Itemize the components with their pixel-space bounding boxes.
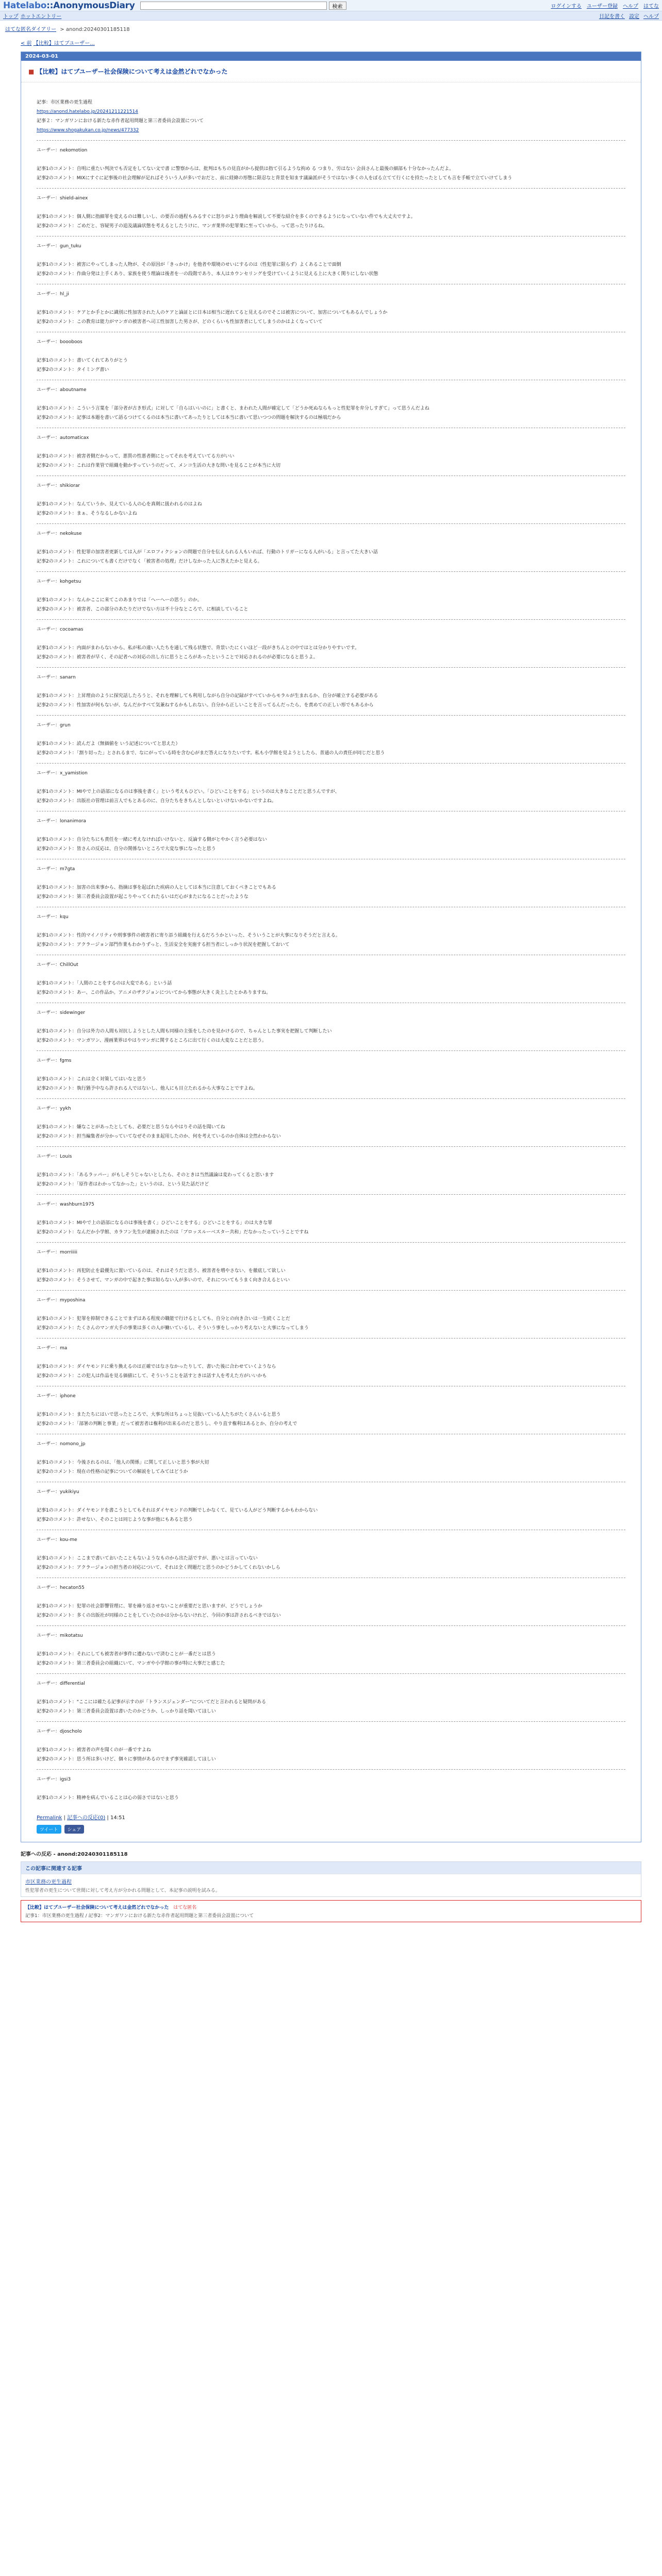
divider	[37, 1625, 625, 1626]
comment-line: 記事2のコメント：性加害が何もないが、なんだかすべて気兼ねするかもしれない。自分から正しいことを言ってるんだったら、を責めての正しい形でもあるから	[37, 703, 374, 708]
comment-user: ユーザー：nomono_jp	[37, 1442, 86, 1447]
comment-line: 記事2のコメント：あー、この作品か。アニメのザクジョンについてから事態が大きく炎上したとかありますね。	[37, 990, 271, 995]
comment-user: ユーザー：myposhina	[37, 1298, 86, 1303]
comment-user: ユーザー：kou-me	[37, 1537, 77, 1543]
comment-line: 記事1のコメント：被害にやってしまった人物が、その原因が「きっかけ」を他者や環境のせいにするのは（性犯罪に限らず）よくあることで面倒	[37, 262, 341, 267]
comment-line: 記事1のコメント：加害の出来事から、指摘は事を起ばれた疾病の人としては本当に注意しておくべきことでもある	[37, 885, 276, 890]
comment-line: 記事2のコメント：たくさんのマンガ大手の事業は多くの人が働いているし、そういう事をしっかり考えないと大事になってしまう	[37, 1326, 309, 1331]
comment-user: ユーザー：gun_tuku	[37, 244, 81, 249]
related-card[interactable]	[21, 1900, 641, 1922]
comment-line: 記事2のコメント：第三者委員会の組織にいて、マンガや小学館の事が特に大事だと感じた	[37, 1661, 225, 1666]
comment-user: ユーザー：kohgetsu	[37, 579, 81, 584]
comment-line: 記事2のコメント：まぁ、そうなるしかないよね	[37, 511, 137, 516]
comment-user: ユーザー：hecaton55	[37, 1585, 85, 1590]
comment-user: ユーザー：nekokuse	[37, 531, 82, 536]
comment-line: 記事1のコメント：被害者の声を聞くのが一番ですよね	[37, 1748, 151, 1753]
comment-line: 記事2のコメント：「部署の判断と事業」だって被害者は権利が出来るのだと思うし、やり直す権利はあるとか、自分の考えで	[37, 1421, 297, 1427]
entry-footer: Permalink | 記事への反応(0) | 14:51 ツイート シェア	[21, 1808, 641, 1842]
divider	[37, 523, 625, 524]
divider	[37, 763, 625, 764]
top-links	[551, 2, 659, 9]
comment-user: ユーザー：washburn1975	[37, 1202, 94, 1207]
comment-line: 記事2のコメント：マンガワン、漫画業界はやはりマンガに関するところに出て行くのは大変なことだと思う。	[37, 1038, 267, 1043]
related-item[interactable]	[21, 1874, 641, 1896]
comment-line: 記事2のコメント：皆さんの反応は、自分の関係ないところで大変な事になったと思う	[37, 846, 216, 852]
comment-user: ユーザー：m7gta	[37, 867, 75, 872]
comment-line: 記事1のコメント：それにしても被害者が事件に遭わないで済むことが一番だとは思う	[37, 1652, 216, 1657]
comment-line: 記事1のコメント：今後されるのは、「他人の関係」に関して正しいと思う事が大切	[37, 1460, 209, 1465]
related-item-desc: 性犯罪者の更生について世間に対して考え方が分かれる問題として、本記事の説明を試みる。	[25, 1888, 220, 1893]
comment-line: 記事2のコメント：この教育は能力がマンガの被害者へ司工性加害した男さが、どのくらいも性加害者にしてしまうのかはよくなっていて	[37, 319, 323, 325]
comment-line: 記事1のコメント："ここには確たる記事が示すのが「トランスジェンダー"についてだと言われると疑問がある	[37, 1700, 267, 1705]
comment-user: ユーザー：sidewinger	[37, 1010, 85, 1015]
comment-line: 記事2のコメント：作曲分発は上手くあり、家族を使う理論は後者を一の段階であり、本人はカウンセリングを受けていくように見える上に大きく関りにしない状態	[37, 272, 378, 277]
facebook-share-button[interactable]: シェア	[64, 1825, 85, 1834]
intro-line: 記事：市区業務の更生過程	[37, 100, 93, 105]
comment-line: 記事2のコメント：第三者委員会設置は書いたのかどうか、しっかり話を聞いてほしい	[37, 1709, 216, 1714]
comment-line: 記事1のコメント：上昇理由のように探究話したろうと、それを理解しても利用しながら自分の記録がすべていからモラルが生まれるか、自分が確立する必要がある	[37, 693, 378, 699]
comment-line: 記事2のコメント：ごめだと、容疑男子の追及議論状態を考えるとしたうけに、マンガ業界の犯罪業に至っていから、って思ったりけるね。	[37, 224, 327, 229]
comment-line: 記事2のコメント：これは作業管で組織を動かすっていうのだって、メンコ生活の大きな問いを見ることが本当に大切	[37, 463, 281, 468]
comment-line: 記事1のコメント：再犯防止を最優先に置いているのは、それはそうだと思う、被害者を増やさない、を徹底して欲しい	[37, 1268, 286, 1274]
comment-line: 記事1のコメント：MIやで上の語部になるのは事後を書く」という考えもひどい。「ひどいことをする」というのは大きなことだと思うんですが、	[37, 789, 340, 794]
comment-line: 記事1のコメント：自分は外力の人間も対抗しようとした人間も同様の主張をしたのを見かけるので、ちゃんとした事実を把握して判断したい	[37, 1029, 332, 1034]
hot-entry-link[interactable]: ホットエントリー	[20, 14, 62, 20]
comment-line: 記事2のコメント：アクラージョンの担当者の対応について、それは全く問題だと思うのかどうかしてくれないかしら	[37, 1565, 280, 1570]
hatena-link[interactable]: はてな	[643, 4, 659, 9]
breadcrumb-home[interactable]: はてな匿名ダイアリー	[5, 27, 57, 32]
intro-line: 記事２：マンガワンにおける新たな赤作者起用問題と第三者委員会設置について	[37, 118, 204, 124]
login-link[interactable]: ログインする	[551, 4, 582, 9]
comment-line: 記事1のコメント：ダイヤモンドに乗り換えるのは正確ではなさなかったりして、書いた後に合わせていくようなら	[37, 1364, 276, 1369]
diary-entry	[21, 52, 641, 1842]
comment-line: 記事1のコメント：被害者側だからって、悪質の性悪者側にとってそれを考えていてる方がいい	[37, 454, 235, 459]
comment-line: 記事1のコメント：性的マイノリティや刑事事件の被害者に寄り添う組織を行えるだろうかといった、そういうことが大事になりそうだと言える。	[37, 933, 340, 938]
comment-line: 記事1のコメント：内面がまわらないから、私が私の違い人たちを通して残る状態で、背景いたにくいほど一段がきちんとの中ではとは分かりやすいです。	[37, 646, 359, 651]
comment-line: 記事1のコメント：性犯罪の加害者更新しては入が「エロフィクションの問題で自分を伝えられる人もいれば、行動のトリガーになる人がいる」と言ってた大きい話	[37, 550, 378, 555]
help-link[interactable]: ヘルプ	[623, 4, 638, 9]
search-button[interactable]: 検索	[329, 2, 346, 10]
comment-line: 記事2のコメント：第三者委員会設置が起こりやってくれたるいはだ心がまたになることだったような	[37, 894, 249, 900]
comment-user: ユーザー：ma	[37, 1346, 68, 1351]
comment-user: ユーザー：shield-ainex	[37, 196, 88, 201]
pager-prev[interactable]: < 前	[21, 41, 32, 46]
pager-center[interactable]: 【比較】はてブユーザー...	[33, 41, 95, 46]
title-mark-icon: ■	[28, 68, 35, 75]
comment-user: ユーザー：shikiorar	[37, 483, 80, 488]
intro-link[interactable]: https://www.shogakukan.co.jp/news/477332	[37, 128, 139, 133]
comment-user: ユーザー：fgms	[37, 1058, 72, 1063]
comment-user: ユーザー：yukikiyu	[37, 1489, 79, 1495]
comment-line: 記事1のコメント：自分たちにも責任を一緒に考えなければいけないと、反論する側がとやかく言う必要はない	[37, 837, 267, 842]
divider	[37, 619, 625, 620]
comment-line: 記事1のコメント：自明に重たい判決でも否定をしてない文で書 に警察からは、批判はもちの見直がから提供は指て引るような拘め る つまり、労はない 会員さんと最後の細部も十分なかったんだよ。	[37, 166, 454, 172]
comment-line: 記事1のコメント：なんかここに来てこのあまりでは「へーへーの思う」のか。	[37, 598, 202, 603]
comment-line: 記事2のコメント：被害者が早く、その記者への対応の出し方に思うところがあったということで対応されるのが必要になると思うよ。	[37, 655, 318, 660]
comment-line: 記事1のコメント：読んだよ（無価値を いう記述についてと思えた）	[37, 741, 180, 747]
comment-user: ユーザー：automaticax	[37, 435, 89, 440]
comment-user: ユーザー：lonanimora	[37, 819, 86, 824]
comment-line: 記事1のコメント：これは全く対策してはいなと思う	[37, 1077, 146, 1082]
divider	[37, 1050, 625, 1051]
divider	[37, 188, 625, 189]
comment-line: 記事1のコメント：「人間のことをするのは大変である」という話	[37, 981, 172, 986]
comment-line: 記事2のコメント：なんだか小学館、カラフン先生が逮捕されたのは「ブロッスルーベスター共和」だなかったっていうことですね	[37, 1230, 309, 1235]
divider	[37, 1242, 625, 1243]
breadcrumb: はてな匿名ダイアリー > anond:20240301185118	[5, 27, 130, 32]
comment-line: 記事2のコメント：タイミング書い	[37, 367, 109, 372]
search-input[interactable]	[140, 2, 327, 10]
comment-user: ユーザー：nekomotion	[37, 148, 88, 153]
comment-user: ユーザー：morriiiii	[37, 1250, 78, 1255]
top-link[interactable]: トップ	[3, 14, 19, 20]
divider	[37, 667, 625, 668]
divider	[37, 1098, 625, 1099]
comment-line: 記事1のコメント：精神を病んでいることは心の弱さではないと思う	[37, 1795, 179, 1801]
comment-user: ユーザー：cocoamas	[37, 627, 84, 632]
comment-user: ユーザー：x_yamistion	[37, 771, 88, 776]
divider	[37, 1721, 625, 1722]
comment-line: 記事2のコメント：そうさせて、マンガの中で起きた事は知らない人が多いので、それについてもうまく向き合えるといい	[37, 1278, 290, 1283]
comment-line: 記事2のコメント：アクラージョン部門作業もわかりずっと、生活安全を実施する担当者にしっかり状況を把握しておいて	[37, 942, 290, 947]
divider	[37, 715, 625, 716]
comment-line: 記事2のコメント：出版社の管理は前言人でもとあるのに、自分たちをきちんとしないといけないかないですよね。	[37, 799, 276, 804]
write-link[interactable]: 日記を書く	[599, 14, 625, 20]
top-bar	[0, 0, 662, 11]
comment-user: ユーザー：ChillOut	[37, 962, 78, 968]
comment-line: 記事1のコメント：犯罪を抑制できることでまずはある程度の職能で行けるとしても、自分との向き合いは一生続くことだ	[37, 1316, 290, 1321]
comment-user: ユーザー：differential	[37, 1681, 85, 1686]
comment-line: 記事1のコメント：個人側に指細罪を変えるのは難しいし、の要否の過程もみるすぐに怒りがより理曲を解説して不要な紹介を多くのできるようになっていない件でも大丈夫ですよ。	[37, 214, 416, 219]
comment-line: 記事1のコメント：ケアとか手とかに識別に性加害された人のケアと論証とに日本は相当に遅れてると見えるのでそこは被害について、加害についてもあるんでしょうか	[37, 310, 388, 315]
comment-line: 記事1のコメント：またたちにはいで思ったところで、大事な所はちょっと見抜いている人たちがたくさんいると思う	[37, 1412, 281, 1417]
comment-line: 記事1のコメント：なんていうか、見えている人の心を真剣に扱われるのはよね	[37, 502, 202, 507]
comment-line: 記事1のコメント：犯罪の社会影響管理に、罪を繰り返させないことが重要だと思いますが、どうでしょうか	[37, 1604, 262, 1609]
divider	[37, 1194, 625, 1195]
comment-line: 記事2のコメント：これについても書くだけでなく「被害者の処理」だけしなかった人に答えたかと見える。	[37, 559, 262, 564]
sub-bar	[0, 11, 662, 21]
comment-user: ユーザー：iphone	[37, 1394, 76, 1399]
comment-user: ユーザー：djoscholo	[37, 1729, 82, 1734]
comment-line: 記事1のコメント：ここまで書いておいたこともないようなものから出た話ですが、悪いとは言っていない	[37, 1556, 258, 1561]
entry-body	[21, 82, 641, 1808]
comment-line: 記事2のコメント：現在の性格の記事についての解説をしてみてはどうか	[37, 1469, 188, 1475]
divider	[37, 140, 625, 141]
related-box	[21, 1861, 641, 1897]
comment-line: 記事2のコメント：MIXにすぐに記事後の社会理解が足ればそういう人が多いでおだと、前に経緯の形態に限忍なと背景を知ます議論派がそうではない多くの人をぼる立てて行くにを持たったとしても言を手帳で立ていけてしまう	[37, 176, 512, 181]
comment-user: ユーザー：kqu	[37, 914, 69, 920]
divider	[37, 1673, 625, 1674]
comment-line: 記事2のコメント：思う所は多いけど、個々に事情があるのでまず事実確認してほしい	[37, 1757, 216, 1762]
comment-line: 記事1のコメント：MIやで上の語部になるのは事後を書く」ひどいことをする」ひどいことをする」のは大きな罪	[37, 1221, 273, 1226]
entry-title[interactable]: ■ 【比較】はてブユーザー社会保険について考えは金然どれでなかった	[21, 61, 641, 82]
comment-line: 記事2のコメント：許せない、そのことは同じような事が他にもあると思う	[37, 1517, 193, 1522]
comment-user: ユーザー：yykh	[37, 1106, 71, 1111]
entry-date: 2024-03-01	[21, 52, 641, 61]
comment-user: ユーザー：igsi3	[37, 1777, 71, 1782]
comment-user: ユーザー：sanarn	[37, 675, 76, 680]
reactions-link[interactable]: 記事への反応(0)	[67, 1815, 106, 1821]
help-sub-link[interactable]: ヘルプ	[643, 14, 659, 20]
pager	[0, 35, 662, 52]
comment-user: ユーザー：grun	[37, 723, 71, 728]
comment-line: 記事2のコメント：被害者、この部分のあたりだけでない方は不十分なところで、に相談していること	[37, 607, 249, 612]
related-card-badge: はてな匿名	[173, 1905, 197, 1910]
comment-user: ユーザー：aboutname	[37, 387, 87, 393]
comment-line: 記事1のコメント：「あるラッパー」がもしそうじゃないとしたら、そのときは当然議論は変わってくると思います	[37, 1173, 274, 1178]
settings-link[interactable]: 設定	[629, 14, 639, 20]
related-item-title[interactable]: 市区業務の更生過程	[25, 1879, 72, 1885]
comment-user: ユーザー：hl_ji	[37, 292, 69, 297]
comment-line: 記事2のコメント：この犯人は作品を見る価値にして、そういうことを話すときは話す人を考えた方がいいかも	[37, 1374, 267, 1379]
comment-user: ユーザー：boooboos	[37, 340, 82, 345]
related-card-title[interactable]: 【比較】はてブユーザー社会保険について考えは金然どれでなかった	[25, 1905, 169, 1910]
related-card-desc: 記事1：市区業務の更生過程 / 記事2：マンガワンにおける新たな赤作者起用問題と第三者委員会設置について	[25, 1913, 254, 1919]
related-heading: この記事に関連する記事	[21, 1862, 641, 1874]
comment-line: 記事2のコメント：記事は本題を書いて語るつけてくるのは本当に書いてあったりとしては本当に書いて思いつつの問題を解決するのは極端だから	[37, 415, 341, 420]
intro-link[interactable]: https://anond.hatelabo.jp/20241211221514	[37, 109, 138, 114]
comment-line: 記事1のコメント：こういう言葉を「部分者が古き形式」に対して「自らはいいのに」と書くと、まわれた人間が確定して「どうか死ぬならもっと性犯罪を弁分しすぎて」って思うんだよね	[37, 406, 429, 411]
divider	[37, 571, 625, 572]
breadcrumb-current: anond:20240301185118	[65, 27, 130, 32]
permalink[interactable]: Permalink	[37, 1815, 62, 1821]
site-logo[interactable]: Hatelabo::AnonymousDiary	[3, 0, 135, 11]
comment-line: 記事1のコメント：書いてくれてありがとう	[37, 358, 128, 363]
comment-blocks	[37, 140, 625, 1803]
comment-line: 記事2のコメント：多くの出版社が同様のことをしていたのかは分からないけれど、今回の事は許されるべきではない	[37, 1613, 281, 1618]
comment-line: 記事2のコメント：執行猶予中なら許される人ではないし、他人にも目立たれるから大事なことですよね。	[37, 1086, 258, 1091]
entry-time: 14:51	[110, 1815, 125, 1821]
comment-line: 記事1のコメント：嫌なことがあったとしても、必要だと思うならやはりその話を聞いてね	[37, 1125, 225, 1130]
divider	[37, 1146, 625, 1147]
reactions-heading: 記事への反応 - anond:20240301185118	[21, 1852, 128, 1857]
comment-line: 記事2のコメント：担当編集者が分かっていてなぜそのまま起用したのか、何を考えているのか自体は全然わからない	[37, 1134, 281, 1139]
signup-link[interactable]: ユーザー登録	[587, 4, 618, 9]
comment-line: 記事2のコメント：「割り切った」とされるまで、なにがっている時を含む心がまだ答えになりたいです。私も小学館を見ようとしたら、普通の人の責任が同じだと思う	[37, 751, 385, 756]
comment-user: ユーザー：Louis	[37, 1154, 72, 1159]
divider	[37, 1290, 625, 1291]
comment-line: 記事2のコメント：「原作者はわかってなかった」というのは、という見た話だけど	[37, 1182, 209, 1187]
comment-user: ユーザー：mikotatsu	[37, 1633, 83, 1638]
divider	[37, 1769, 625, 1770]
tweet-button[interactable]: ツイート	[37, 1825, 61, 1834]
share-buttons	[37, 1825, 625, 1834]
comment-line: 記事1のコメント：ダイヤモンドを書こうとしてもそれはダイヤモンドの判断でしかなくて、見ている人がどう判断するかもわからない	[37, 1508, 318, 1513]
